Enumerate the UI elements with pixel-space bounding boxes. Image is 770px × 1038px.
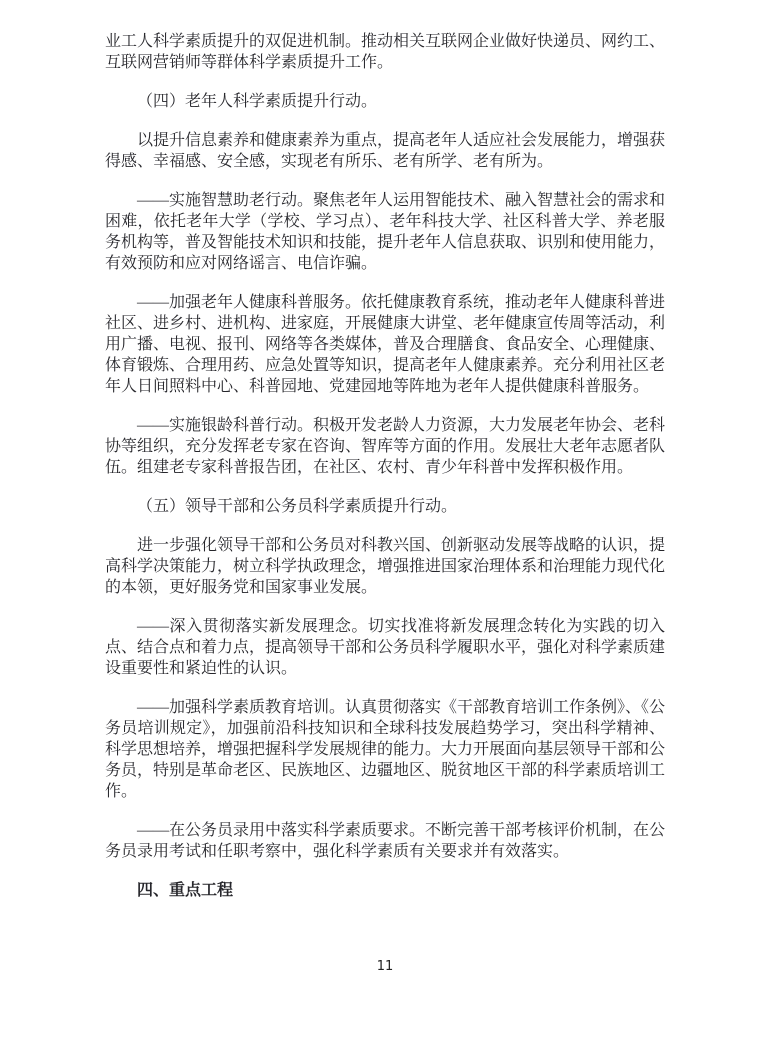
paragraph: ——在公务员录用中落实科学素质要求。不断完善干部考核评价机制，在公务员录用考试和任职考察中，强化科学素质有关要求并有效落实。 (105, 822, 666, 860)
paragraph: 以提升信息素养和健康素养为重点，提高老年人适应社会发展能力，增强获得感、幸福感、安全感，实现老有所乐、老有所学、老有所为。 (105, 132, 666, 170)
paragraph: ——深入贯彻落实新发展理念。切实找准将新发展理念转化为实践的切入点、结合点和着力点，提高领导干部和公务员科学履职水平，强化对科学素质建设重要性和紧迫性的认识。 (105, 618, 666, 677)
paragraph: ——实施智慧助老行动。聚焦老年人运用智能技术、融入智慧社会的需求和困难，依托老年大学（学校、学习点）、老年科技大学、社区科普大学、养老服务机构等，普及智能技术知识和技能，提升老年人信息获取、识别和使用能力，有效预防和应对网络谣言、电信诈骗。 (105, 192, 666, 272)
paragraph: ——加强老年人健康科普服务。依托健康教育系统，推动老年人健康科普进社区、进乡村、进机构、进家庭，开展健康大讲堂、老年健康宣传周等活动，利用广播、电视、报刊、网络等各类媒体，普及合理膳食、食品安全、心理健康、体育锻炼、合理用药、应急处置等知识，提高老年人健康素养。充分利用社区老年人日间照料中心、科普园地、党建园地等阵地为老年人提供健康科普服务。 (105, 294, 666, 395)
page-number: 11 (376, 959, 394, 974)
paragraph: 业工人科学素质提升的双促进机制。推动相关互联网企业做好快递员、网约工、互联网营销师等群体科学素质提升工作。 (105, 33, 666, 71)
paragraph: ——加强科学素质教育培训。认真贯彻落实《干部教育培训工作条例》、《公务员培训规定》，加强前沿科技知识和全球科技发展趋势学习，突出科学精神、科学思想培养，增强把握科学发展规律的能力。大力开展面向基层领导干部和公务员，特别是革命老区、民族地区、边疆地区、脱贫地区干部的科学素质培训工作。 (105, 699, 666, 800)
subsection-heading: （四）老年人科学素质提升行动。 (137, 93, 378, 110)
subsection-heading: （五）领导干部和公务员科学素质提升行动。 (137, 498, 458, 515)
paragraph: 进一步强化领导干部和公务员对科教兴国、创新驱动发展等战略的认识，提高科学决策能力，树立科学执政理念，增强推进国家治理体系和治理能力现代化的本领，更好服务党和国家事业发展。 (105, 537, 666, 596)
section-heading: 四、重点工程 (137, 882, 234, 899)
paragraph: ——实施银龄科普行动。积极开发老龄人力资源，大力发展老年协会、老科协等组织，充分发挥老专家在咨询、智库等方面的作用。发展壮大老年志愿者队伍。组建老专家科普报告团，在社区、农村、青少年科普中发挥积极作用。 (105, 417, 666, 476)
page-body-text (105, 31, 665, 919)
